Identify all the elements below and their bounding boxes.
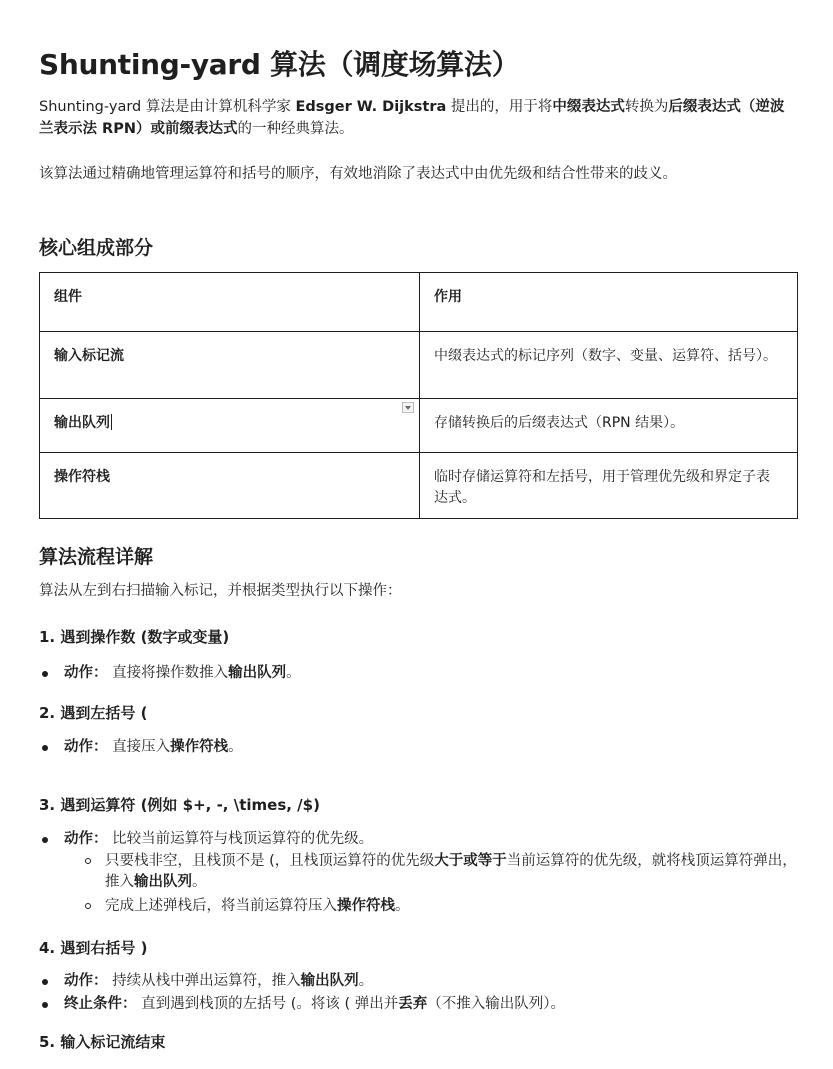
text-bold: 中缀表达式 [552, 99, 625, 115]
text: 直接将操作数推入 [107, 665, 229, 681]
step-4-title: 4. 遇到右括号 ) [39, 939, 148, 957]
text-bold: 输出队列 [228, 665, 287, 681]
page-title: Shunting-yard 算法（调度场算法） [39, 48, 520, 81]
text-bold: Edsger W. Dijkstra [295, 99, 447, 115]
text: 直接压入 [107, 739, 171, 755]
bullet-icon [42, 979, 48, 985]
table-row [40, 332, 798, 399]
cell-text: 输出队列 [54, 415, 110, 431]
text-bold: 操作符栈 [170, 739, 229, 755]
flow-intro: 算法从左到右扫描输入标记，并根据类型执行以下操作： [39, 583, 402, 599]
text: 提出的，用于将 [446, 99, 553, 115]
text: 只要栈非空，且栈顶不是 (，且栈顶运算符的优先级 [105, 853, 435, 869]
step-5-title: 5. 输入标记流结束 [39, 1033, 166, 1051]
text: 。 [192, 874, 207, 890]
text: 。 [286, 665, 301, 681]
text: 。 [395, 898, 410, 914]
components-table [39, 272, 798, 519]
table-header-row [40, 273, 798, 332]
sub-list-item [85, 851, 800, 895]
section-heading-flow: 算法流程详解 [39, 546, 154, 568]
text: 完成上述弹栈后，将当前运算符压入 [105, 898, 337, 914]
text: （不推入输出队列）。 [427, 996, 565, 1012]
bullet-icon [42, 745, 48, 751]
table-cell-role: 中缀表达式的标记序列（数字、变量、运算符、括号）。 [420, 332, 798, 399]
step-3-title: 3. 遇到运算符 (例如 $+, -, \times, /$) [39, 796, 320, 814]
text-bold: 动作： [64, 665, 108, 681]
bullet-icon [42, 671, 48, 677]
text: 的一种经典算法。 [237, 121, 354, 137]
bullet-icon [42, 837, 48, 843]
text-bold: 动作： [64, 831, 108, 847]
table-cell-component: 操作符栈 [40, 453, 420, 519]
table-header-cell: 组件 [40, 273, 420, 332]
text-bold: 大于或等于 [434, 853, 507, 869]
step-1-title: 1. 遇到操作数 (数字或变量) [39, 628, 230, 646]
text: 。 [228, 739, 243, 755]
table-cell-role: 存储转换后的后缀表达式（RPN 结果）。 [420, 399, 798, 453]
text: 。 [358, 973, 374, 989]
text-bold: 操作符栈 [337, 898, 395, 914]
text: 直到遇到栈顶的左括号 (。将该 ( 弹出并 [136, 996, 399, 1012]
text-bold: 丢弃 [398, 996, 428, 1012]
text-bold: 输出队列 [134, 874, 192, 890]
table-cell-component: 输入标记流 [40, 332, 420, 399]
bullet-icon [42, 1002, 48, 1008]
step-2-title: 2. 遇到左括号 ( [39, 704, 148, 722]
text: 转换为 [624, 99, 669, 115]
text: 持续从栈中弹出运算符，推入 [107, 973, 301, 989]
dropdown-arrow-icon[interactable] [402, 402, 414, 413]
table-cell-role: 临时存储运算符和左括号，用于管理优先级和界定子表达式。 [420, 453, 798, 519]
section-heading-components: 核心组成部分 [39, 237, 154, 259]
text-cursor [111, 414, 112, 430]
table-cell-component[interactable] [40, 399, 420, 453]
text-bold: 输出队列 [300, 973, 359, 989]
text: 当前运算符的优先级，就将栈顶运算符弹出，推入 [105, 853, 797, 890]
circle-bullet-icon [85, 858, 91, 864]
text-bold: 后缀表达式（逆波兰表示法 RPN）或前缀表达式 [39, 99, 785, 137]
text-bold: 动作： [64, 739, 108, 755]
table-row [40, 453, 798, 519]
circle-bullet-icon [85, 903, 91, 909]
text: Shunting-yard 算法是由计算机科学家 [39, 99, 296, 115]
table-header-cell: 作用 [420, 273, 798, 332]
text-bold: 终止条件： [64, 996, 137, 1012]
text: 比较当前运算符与栈顶运算符的优先级。 [107, 831, 374, 847]
intro-paragraph [39, 96, 794, 140]
table-row [40, 399, 798, 453]
intro-paragraph-2: 该算法通过精确地管理运算符和括号的顺序，有效地消除了表达式中由优先级和结合性带来的歧义。 [39, 166, 677, 182]
text-bold: 动作： [64, 973, 108, 989]
